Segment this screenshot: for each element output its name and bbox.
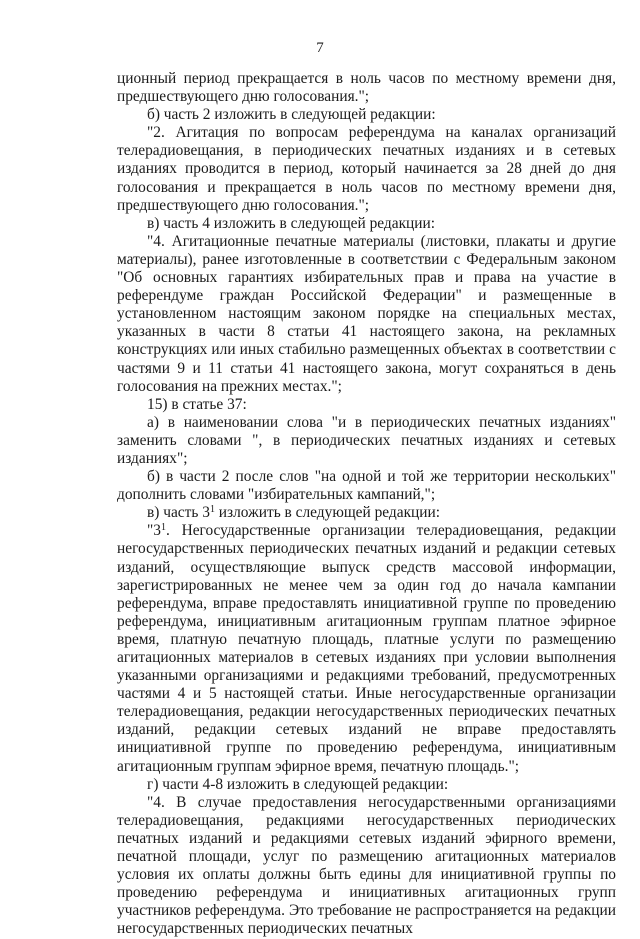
document-body: [117, 70, 616, 939]
paragraph: б) часть 2 изложить в следующей редакции:: [147, 106, 436, 124]
paragraph: "2. Агитация по вопросам референдума на каналах организаций телерадиовещания, в периодических печатных изданиях и в сетевых изданиях проводится в период, который начинается за 28 дней до дня голосования и прекращается в ноль часов по местному времени дня, предшествующего дню голосования.";: [117, 124, 616, 214]
superscript: 1: [160, 522, 166, 534]
paragraph: "4. Агитационные печатные материалы (листовки, плакаты и другие материалы), ранее изготовленные в соответствии с Федеральным законом "Об основных гарантиях избирательных прав и права на участие в референдуме граждан Российской Федерации" и размещенные в установленном настоящим законом порядке на специальных местах, указанных в части 8 статьи 41 настоящего закона, на рекламных конструкциях или иных стабильно размещенных объектах в соответствии с частями 9 и 11 статьи 41 настоящего закона, могут сохраняться в день голосования на прежних местах.";: [117, 232, 616, 395]
paragraph: б) в части 2 после слов "на одной и той же территории нескольких" дополнить словами "избирательных кампаний,";: [117, 468, 616, 504]
paragraph: г) части 4-8 изложить в следующей редакции:: [147, 775, 449, 793]
page-number: 7: [316, 40, 324, 56]
superscript: 1: [209, 504, 215, 516]
paragraph: ционный период прекращается в ноль часов по местному времени дня, предшествующего дню голосования.";: [117, 70, 616, 106]
paragraph: а) в наименовании слова "и в периодических печатных изданиях" заменить словами ", в периодических печатных изданиях и сетевых изданиях";: [117, 413, 616, 467]
paragraph-text: . Негосударственные организации телерадиовещания, редакции негосударственных периодических печатных изданий и редакции сетевых изданий, осуществляющие выпуск средств массовой информации, зарегистрированных не менее чем за один год до начала кампании референдума, вправе предоставлять инициативной группе по проведению референдума, инициативным агитационным группам платное эфирное время, платную печатную площадь, платные услуги по размещению агитационных материалов в сетевых изданиях при условии выполнения указанными организациями и редакциями требований, предусмотренных частями 4 и 5 настоящей статьи. Иные негосударственные организации телерадиовещания, редакции негосударственных периодических печатных изданий, редакции сетевых изданий не вправе предоставлять инициативной группе по проведению референдума, инициативным агитационным группам эфирное время, печатную площадь.";: [117, 522, 616, 775]
paragraph: [117, 522, 616, 775]
paragraph-text: в) часть 3: [147, 504, 210, 522]
paragraph: в) часть 4 изложить в следующей редакции:: [147, 214, 436, 232]
paragraph: "4. В случае предоставления негосударственными организациями телерадиовещания, редакциями негосударственных периодических печатных изданий и редакциями сетевых изданий эфирного времени, печатной площади, услуг по размещению агитационных материалов условия их оплаты должны быть едины для инициативной группы по проведению референдума и инициативных агитационных групп участников референдума. Это требование не распространяется на редакции негосударственных периодических печатных: [117, 793, 616, 938]
paragraph: 15) в статье 37:: [147, 395, 247, 413]
paragraph: [117, 504, 616, 522]
paragraph-text: "3: [147, 522, 161, 540]
paragraph-text: изложить в следующей редакции:: [214, 504, 441, 522]
